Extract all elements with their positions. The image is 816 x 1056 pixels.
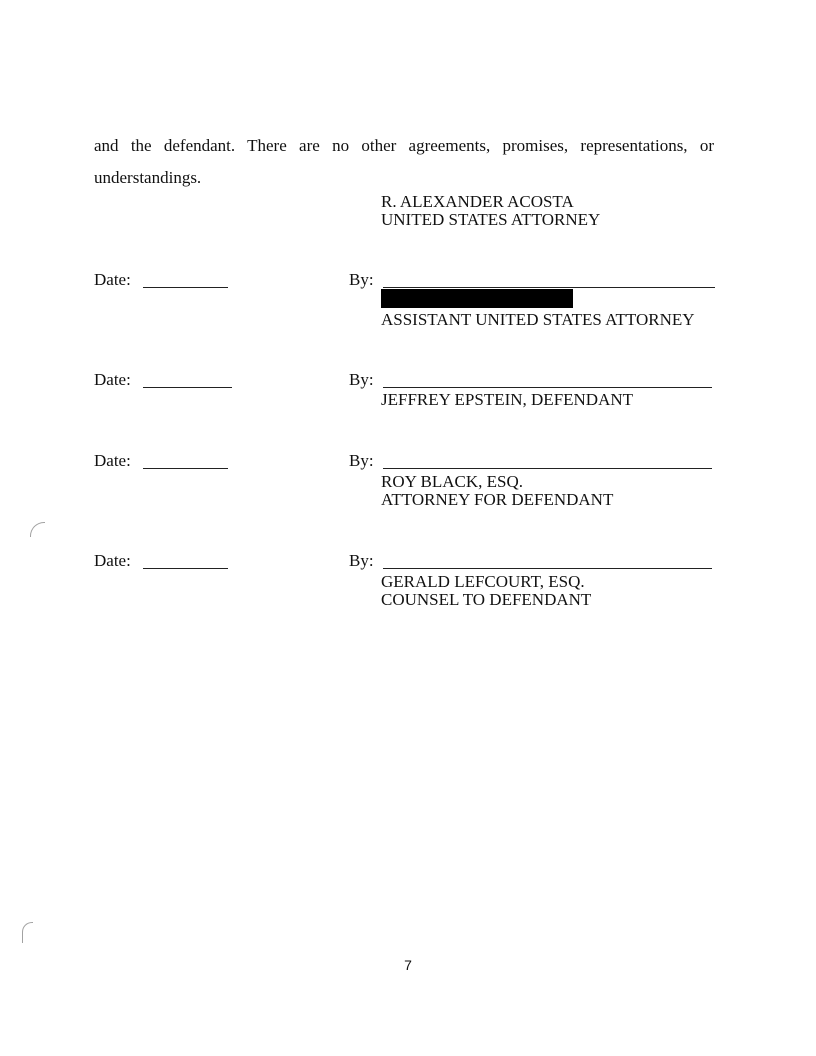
signer-name-3: ROY BLACK, ESQ.: [381, 472, 523, 491]
signer-title-2: JEFFREY EPSTEIN, DEFENDANT: [381, 390, 634, 409]
by-label-4: By:: [349, 551, 374, 570]
signature-line-3[interactable]: [383, 468, 712, 469]
page-number: 7: [404, 957, 412, 973]
body-text-line-2: understandings.: [94, 168, 202, 187]
date-line-2[interactable]: [143, 387, 232, 388]
redaction-bar: [381, 289, 573, 308]
body-text-line-1: and the defendant. There are no other agreements, promises, representations, or: [94, 136, 714, 155]
date-line-3[interactable]: [143, 468, 228, 469]
date-label-1: Date:: [94, 270, 131, 289]
signature-line-1[interactable]: [383, 287, 715, 288]
scan-mark: [22, 922, 33, 943]
signature-line-4[interactable]: [383, 568, 712, 569]
date-line-1[interactable]: [143, 287, 228, 288]
by-label-2: By:: [349, 370, 374, 389]
signer-title-4: COUNSEL TO DEFENDANT: [381, 590, 592, 609]
us-attorney-title: UNITED STATES ATTORNEY: [381, 210, 601, 229]
by-label-3: By:: [349, 451, 374, 470]
signature-line-2[interactable]: [383, 387, 712, 388]
date-label-3: Date:: [94, 451, 131, 470]
date-label-4: Date:: [94, 551, 131, 570]
scan-mark: [30, 522, 45, 537]
date-label-2: Date:: [94, 370, 131, 389]
us-attorney-name: R. ALEXANDER ACOSTA: [381, 192, 574, 211]
signer-title-3: ATTORNEY FOR DEFENDANT: [381, 490, 614, 509]
by-label-1: By:: [349, 270, 374, 289]
date-line-4[interactable]: [143, 568, 228, 569]
signer-title-1: ASSISTANT UNITED STATES ATTORNEY: [381, 310, 695, 329]
signer-name-4: GERALD LEFCOURT, ESQ.: [381, 572, 585, 591]
